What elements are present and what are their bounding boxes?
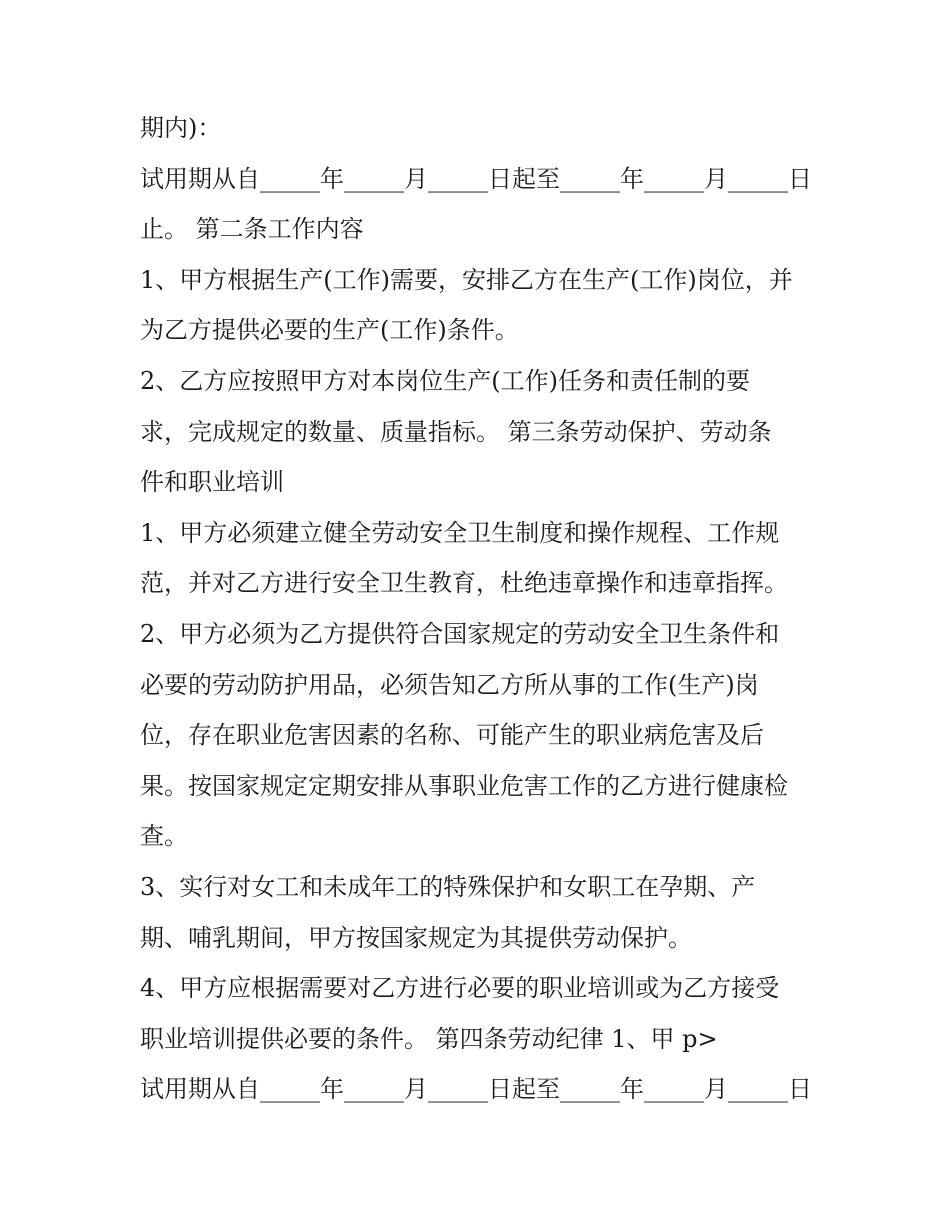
text-line: 2、乙方应按照甲方对本岗位生产(工作)任务和责任制的要: [140, 366, 750, 395]
text-line: 1、甲方根据生产(工作)需要，安排乙方在生产(工作)岗位，并: [140, 265, 793, 294]
text-line: 止。 第二条工作内容: [140, 215, 364, 244]
text-line: 期内)：: [140, 114, 222, 142]
text-line: 试用期从自_____年_____月_____日起至_____年_____月_____日: [140, 164, 812, 193]
text-line: 为乙方提供必要的生产(工作)条件。: [140, 316, 519, 345]
text-line: 试用期从自_____年_____月_____日起至_____年_____月_____日: [140, 1075, 812, 1104]
document-body: [140, 103, 812, 1115]
text-line: 范，并对乙方进行安全卫生教育，杜绝违章操作和违章指挥。: [140, 569, 788, 598]
text-line: 1、甲方必须建立健全劳动安全卫生制度和操作规程、工作规: [140, 518, 780, 547]
text-line: 位，存在职业危害因素的名称、可能产生的职业病危害及后: [140, 721, 764, 750]
text-line: 职业培训提供必要的条件。 第四条劳动纪律 1、甲 p>: [140, 1024, 718, 1053]
text-line: 2、甲方必须为乙方提供符合国家规定的劳动安全卫生条件和: [140, 619, 780, 648]
text-line: 4、甲方应根据需要对乙方进行必要的职业培训或为乙方接受: [140, 974, 780, 1003]
text-line: 3、实行对女工和未成年工的特殊保护和女职工在孕期、产: [140, 872, 756, 901]
text-line: 果。按国家规定定期安排从事职业危害工作的乙方进行健康检: [140, 771, 788, 800]
text-line: 必要的劳动防护用品，必须告知乙方所从事的工作(生产)岗: [140, 670, 759, 699]
text-line: 期、哺乳期间，甲方按国家规定为其提供劳动保护。: [140, 923, 692, 952]
text-line: 查。: [140, 822, 188, 851]
text-line: 求，完成规定的数量、质量指标。 第三条劳动保护、劳动条: [140, 417, 772, 446]
text-line: 件和职业培训: [140, 468, 284, 497]
